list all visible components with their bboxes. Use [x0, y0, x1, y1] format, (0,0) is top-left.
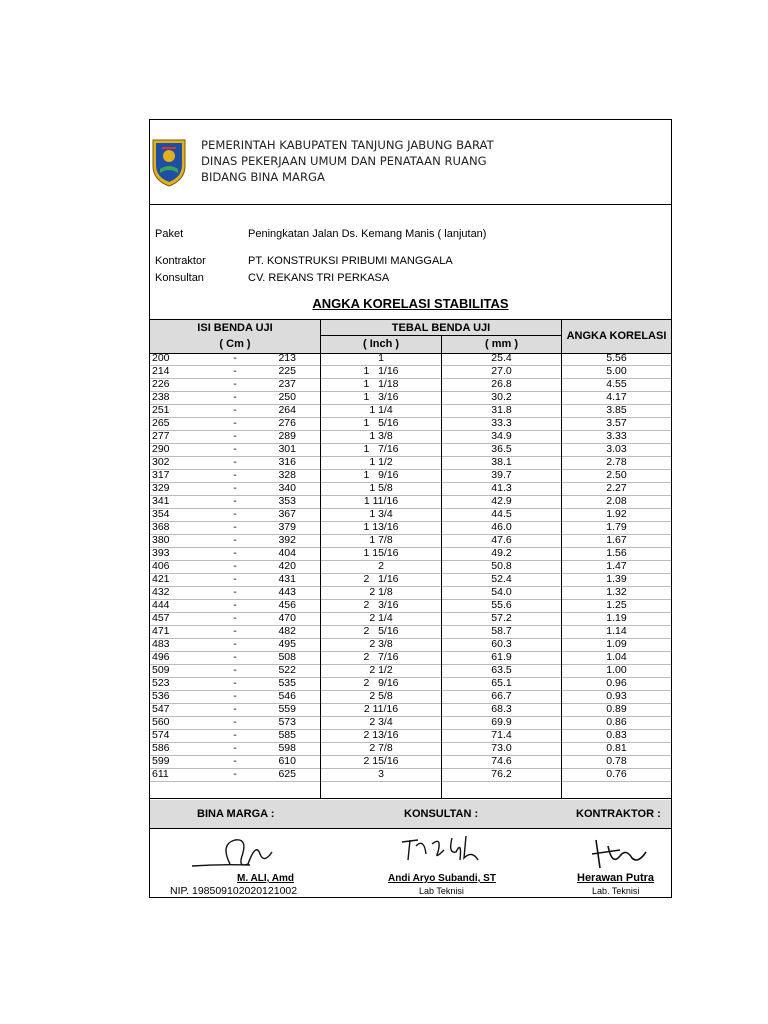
- cell-isi-from: 496: [152, 651, 170, 663]
- cell-isi-to: 522: [278, 664, 296, 676]
- paket-label: Paket: [155, 228, 184, 240]
- cell-tebal-mm: 60.3: [491, 638, 512, 650]
- cell-tebal-inch: 2 13/16: [363, 729, 399, 741]
- cell-tebal-inch: 2 7/16: [363, 651, 399, 663]
- cell-angka-korelasi: 3.03: [606, 443, 627, 455]
- cell-isi-from: 574: [152, 729, 170, 741]
- cell-tebal-mm: 34.9: [491, 430, 512, 442]
- cell-tebal-inch: 1 5/8: [369, 482, 393, 494]
- cell-tebal-mm: 71.4: [491, 729, 512, 741]
- cell-tebal-inch: 2 3/16: [363, 599, 399, 611]
- cell-isi-to: 508: [278, 651, 296, 663]
- cell-tebal-inch: 1 13/16: [363, 521, 399, 533]
- cell-tebal-inch: 1 9/16: [363, 469, 399, 481]
- cell-isi-from: 341: [152, 495, 170, 507]
- cell-tebal-mm: 68.3: [491, 703, 512, 715]
- cell-isi-dash: -: [233, 352, 237, 364]
- cell-isi-from: 265: [152, 417, 170, 429]
- cell-angka-korelasi: 1.47: [606, 560, 627, 572]
- cell-isi-from: 302: [152, 456, 170, 468]
- cell-isi-from: 509: [152, 664, 170, 676]
- cell-angka-korelasi: 1.00: [606, 664, 627, 676]
- cell-tebal-inch: 1 1/18: [363, 378, 399, 390]
- cell-isi-dash: -: [233, 456, 237, 468]
- cell-isi-dash: -: [233, 625, 237, 637]
- cell-isi-from: 251: [152, 404, 170, 416]
- cell-tebal-mm: 69.9: [491, 716, 512, 728]
- cell-isi-to: 456: [278, 599, 296, 611]
- cell-isi-from: 290: [152, 443, 170, 455]
- cell-isi-dash: -: [233, 638, 237, 650]
- bina-marga-nip: NIP. 198509102020121002: [170, 885, 298, 897]
- cell-tebal-mm: 27.0: [491, 365, 512, 377]
- cell-isi-from: 406: [152, 560, 170, 572]
- cell-isi-to: 301: [278, 443, 296, 455]
- cell-angka-korelasi: 5.00: [606, 365, 627, 377]
- cell-tebal-mm: 46.0: [491, 521, 512, 533]
- cell-isi-dash: -: [233, 716, 237, 728]
- cell-isi-dash: -: [233, 677, 237, 689]
- cell-isi-from: 483: [152, 638, 170, 650]
- cell-angka-korelasi: 4.55: [606, 378, 627, 390]
- cell-angka-korelasi: 1.92: [606, 508, 627, 520]
- konsultan-sign-label: KONSULTAN :: [404, 808, 479, 820]
- col-mm-unit: ( mm ): [485, 338, 518, 350]
- col-isi-unit: ( Cm ): [219, 338, 251, 350]
- cell-tebal-mm: 58.7: [491, 625, 512, 637]
- header-top-rule: [150, 319, 671, 320]
- col-inch-unit: ( Inch ): [362, 338, 400, 350]
- cell-tebal-mm: 39.7: [491, 469, 512, 481]
- cell-isi-dash: -: [233, 768, 237, 780]
- konsultan-label: Konsultan: [155, 272, 204, 284]
- cell-angka-korelasi: 0.76: [606, 768, 627, 780]
- cell-tebal-inch: 1: [378, 352, 384, 364]
- cell-isi-dash: -: [233, 703, 237, 715]
- cell-isi-dash: -: [233, 612, 237, 624]
- cell-isi-to: 546: [278, 690, 296, 702]
- cell-angka-korelasi: 0.78: [606, 755, 627, 767]
- cell-isi-dash: -: [233, 586, 237, 598]
- kontraktor-signer-name: Herawan Putra: [577, 872, 655, 884]
- cell-angka-korelasi: 4.17: [606, 391, 627, 403]
- cell-angka-korelasi: 3.85: [606, 404, 627, 416]
- cell-isi-dash: -: [233, 495, 237, 507]
- cell-isi-dash: -: [233, 417, 237, 429]
- cell-angka-korelasi: 0.96: [606, 677, 627, 689]
- cell-tebal-inch: 1 1/4: [369, 404, 393, 416]
- cell-tebal-inch: 1 7/16: [363, 443, 399, 455]
- kontraktor-signature-icon: [590, 836, 650, 872]
- cell-isi-from: 599: [152, 755, 170, 767]
- cell-tebal-mm: 61.9: [491, 651, 512, 663]
- col-angka-header: ANGKA KORELASI: [566, 330, 667, 342]
- cell-tebal-inch: 2 5/16: [363, 625, 399, 637]
- signature-section: [150, 800, 671, 897]
- cell-tebal-inch: 2 1/16: [363, 573, 399, 585]
- cell-isi-to: 340: [278, 482, 296, 494]
- cell-tebal-mm: 30.2: [491, 391, 512, 403]
- cell-isi-to: 535: [278, 677, 296, 689]
- cell-tebal-inch: 2 1/2: [369, 664, 393, 676]
- cell-isi-to: 495: [278, 638, 296, 650]
- cell-isi-to: 316: [278, 456, 296, 468]
- cell-isi-dash: -: [233, 534, 237, 546]
- cell-tebal-mm: 63.5: [491, 664, 512, 676]
- cell-isi-to: 264: [278, 404, 296, 416]
- cell-angka-korelasi: 2.50: [606, 469, 627, 481]
- cell-angka-korelasi: 1.04: [606, 651, 627, 663]
- cell-tebal-mm: 55.6: [491, 599, 512, 611]
- cell-isi-from: 421: [152, 573, 170, 585]
- cell-tebal-inch: 2 3/8: [369, 638, 393, 650]
- cell-isi-dash: -: [233, 599, 237, 611]
- cell-isi-from: 471: [152, 625, 170, 637]
- cell-tebal-inch: 2 1/8: [369, 586, 393, 598]
- stability-correlation-sheet: [149, 119, 672, 898]
- cell-isi-from: 214: [152, 365, 170, 377]
- cell-tebal-mm: 42.9: [491, 495, 512, 507]
- cell-tebal-inch: 2 9/16: [363, 677, 399, 689]
- konsultan-signature-icon: [398, 830, 488, 870]
- cell-angka-korelasi: 5.56: [606, 352, 627, 364]
- cell-isi-from: 317: [152, 469, 170, 481]
- bina-marga-signer-name: M. ALI, Amd: [237, 873, 295, 884]
- cell-angka-korelasi: 1.09: [606, 638, 627, 650]
- cell-angka-korelasi: 0.86: [606, 716, 627, 728]
- cell-isi-dash: -: [233, 664, 237, 676]
- regency-emblem-icon: [150, 136, 188, 188]
- cell-tebal-mm: 65.1: [491, 677, 512, 689]
- konsultan-signer-role: Lab Teknisi: [419, 886, 464, 896]
- cell-isi-to: 379: [278, 521, 296, 533]
- cell-angka-korelasi: 1.79: [606, 521, 627, 533]
- cell-isi-from: 560: [152, 716, 170, 728]
- cell-angka-korelasi: 1.14: [606, 625, 627, 637]
- cell-isi-dash: -: [233, 508, 237, 520]
- cell-tebal-inch: 3: [378, 768, 384, 780]
- kontraktor-sign-label: KONTRAKTOR :: [576, 808, 661, 820]
- cell-isi-dash: -: [233, 521, 237, 533]
- cell-angka-korelasi: 1.67: [606, 534, 627, 546]
- cell-angka-korelasi: 0.81: [606, 742, 627, 754]
- cell-tebal-inch: 1 3/4: [369, 508, 393, 520]
- cell-tebal-mm: 66.7: [491, 690, 512, 702]
- cell-isi-dash: -: [233, 469, 237, 481]
- cell-tebal-mm: 44.5: [491, 508, 512, 520]
- cell-angka-korelasi: 1.32: [606, 586, 627, 598]
- cell-angka-korelasi: 1.56: [606, 547, 627, 559]
- cell-angka-korelasi: 2.08: [606, 495, 627, 507]
- cell-isi-from: 354: [152, 508, 170, 520]
- col-divider-3: [561, 319, 562, 799]
- cell-angka-korelasi: 1.19: [606, 612, 627, 624]
- cell-tebal-mm: 76.2: [491, 768, 512, 780]
- bina-marga-signature-icon: [190, 834, 280, 874]
- cell-isi-to: 573: [278, 716, 296, 728]
- konsultan-signer-name: Andi Aryo Subandi, ST: [388, 873, 496, 884]
- cell-tebal-mm: 41.3: [491, 482, 512, 494]
- cell-isi-dash: -: [233, 547, 237, 559]
- cell-isi-to: 404: [278, 547, 296, 559]
- cell-isi-dash: -: [233, 443, 237, 455]
- cell-angka-korelasi: 0.93: [606, 690, 627, 702]
- cell-tebal-inch: 1 5/16: [363, 417, 399, 429]
- org-line-1: PEMERINTAH KABUPATEN TANJUNG JABUNG BARAT: [201, 138, 494, 152]
- cell-tebal-mm: 57.2: [491, 612, 512, 624]
- letterhead: [150, 120, 671, 205]
- cell-isi-to: 598: [278, 742, 296, 754]
- kontraktor-value: PT. KONSTRUKSI PRIBUMI MANGGALA: [248, 255, 453, 267]
- cell-tebal-inch: 2 7/8: [369, 742, 393, 754]
- cell-isi-to: 482: [278, 625, 296, 637]
- paket-value: Peningkatan Jalan Ds. Kemang Manis ( lanjutan): [248, 228, 487, 240]
- cell-tebal-mm: 38.1: [491, 456, 512, 468]
- cell-isi-to: 625: [278, 768, 296, 780]
- cell-tebal-inch: 1 15/16: [363, 547, 399, 559]
- cell-isi-to: 443: [278, 586, 296, 598]
- cell-tebal-inch: 2 3/4: [369, 716, 393, 728]
- cell-isi-to: 250: [278, 391, 296, 403]
- cell-isi-to: 213: [278, 352, 296, 364]
- cell-isi-dash: -: [233, 365, 237, 377]
- cell-isi-dash: -: [233, 742, 237, 754]
- cell-isi-to: 289: [278, 430, 296, 442]
- cell-isi-dash: -: [233, 651, 237, 663]
- kontraktor-label: Kontraktor: [155, 255, 206, 267]
- cell-isi-dash: -: [233, 404, 237, 416]
- cell-tebal-inch: 1 1/2: [369, 456, 393, 468]
- table-bottom-rule: [150, 798, 671, 799]
- cell-tebal-mm: 36.5: [491, 443, 512, 455]
- organization-name: [201, 137, 494, 185]
- cell-tebal-inch: 2 11/16: [363, 703, 399, 715]
- cell-isi-to: 353: [278, 495, 296, 507]
- cell-tebal-mm: 74.6: [491, 755, 512, 767]
- cell-isi-from: 611: [152, 768, 169, 780]
- cell-tebal-inch: 2 15/16: [363, 755, 399, 767]
- cell-isi-to: 225: [278, 365, 296, 377]
- cell-isi-from: 457: [152, 612, 170, 624]
- cell-tebal-mm: 25.4: [491, 352, 512, 364]
- org-line-2: DINAS PEKERJAAN UMUM DAN PENATAAN RUANG: [201, 154, 487, 168]
- cell-angka-korelasi: 2.27: [606, 482, 627, 494]
- kontraktor-signer-role: Lab. Teknisi: [592, 886, 640, 896]
- cell-tebal-mm: 54.0: [491, 586, 512, 598]
- cell-angka-korelasi: 0.89: [606, 703, 627, 715]
- cell-tebal-inch: 2: [378, 560, 384, 572]
- cell-tebal-inch: 2 5/8: [369, 690, 393, 702]
- cell-isi-dash: -: [233, 729, 237, 741]
- cell-isi-to: 328: [278, 469, 296, 481]
- cell-isi-from: 277: [152, 430, 170, 442]
- row-gridline: [150, 781, 671, 782]
- cell-isi-from: 432: [152, 586, 170, 598]
- cell-tebal-mm: 31.8: [491, 404, 512, 416]
- cell-isi-to: 610: [278, 755, 296, 767]
- cell-tebal-inch: 2 1/4: [369, 612, 393, 624]
- cell-tebal-mm: 50.8: [491, 560, 512, 572]
- cell-isi-to: 276: [278, 417, 296, 429]
- cell-isi-to: 367: [278, 508, 296, 520]
- cell-isi-dash: -: [233, 560, 237, 572]
- cell-angka-korelasi: 3.33: [606, 430, 627, 442]
- cell-angka-korelasi: 1.25: [606, 599, 627, 611]
- cell-tebal-inch: 1 1/16: [363, 365, 399, 377]
- cell-tebal-inch: 1 11/16: [363, 495, 399, 507]
- cell-isi-from: 329: [152, 482, 170, 494]
- cell-angka-korelasi: 2.78: [606, 456, 627, 468]
- cell-isi-from: 444: [152, 599, 170, 611]
- org-line-3: BIDANG BINA MARGA: [201, 170, 325, 184]
- cell-isi-from: 380: [152, 534, 170, 546]
- konsultan-value: CV. REKANS TRI PERKASA: [248, 272, 390, 284]
- cell-isi-from: 523: [152, 677, 170, 689]
- cell-isi-from: 547: [152, 703, 170, 715]
- cell-isi-dash: -: [233, 755, 237, 767]
- cell-tebal-mm: 47.6: [491, 534, 512, 546]
- cell-isi-from: 226: [152, 378, 170, 390]
- cell-isi-dash: -: [233, 430, 237, 442]
- cell-tebal-mm: 73.0: [491, 742, 512, 754]
- cell-isi-from: 536: [152, 690, 170, 702]
- cell-isi-dash: -: [233, 378, 237, 390]
- cell-tebal-mm: 26.8: [491, 378, 512, 390]
- cell-tebal-mm: 49.2: [491, 547, 512, 559]
- cell-tebal-inch: 1 3/8: [369, 430, 393, 442]
- document-title-text: ANGKA KORELASI STABILITAS: [312, 296, 509, 311]
- cell-isi-dash: -: [233, 391, 237, 403]
- col-divider-2: [441, 336, 442, 799]
- cell-isi-to: 470: [278, 612, 296, 624]
- cell-isi-dash: -: [233, 690, 237, 702]
- col-isi-header: ISI BENDA UJI: [197, 322, 273, 334]
- cell-isi-to: 585: [278, 729, 296, 741]
- bina-marga-label: BINA MARGA :: [197, 808, 275, 820]
- cell-angka-korelasi: 3.57: [606, 417, 627, 429]
- cell-isi-dash: -: [233, 482, 237, 494]
- cell-angka-korelasi: 1.39: [606, 573, 627, 585]
- cell-isi-to: 237: [278, 378, 296, 390]
- cell-isi-from: 368: [152, 521, 170, 533]
- cell-tebal-mm: 52.4: [491, 573, 512, 585]
- cell-tebal-inch: 1 3/16: [363, 391, 399, 403]
- cell-isi-to: 559: [278, 703, 296, 715]
- cell-isi-from: 586: [152, 742, 170, 754]
- col-divider-1: [320, 319, 321, 799]
- cell-angka-korelasi: 0.83: [606, 729, 627, 741]
- cell-isi-to: 420: [278, 560, 296, 572]
- cell-isi-from: 238: [152, 391, 170, 403]
- cell-isi-to: 392: [278, 534, 296, 546]
- cell-tebal-mm: 33.3: [491, 417, 512, 429]
- cell-isi-from: 393: [152, 547, 170, 559]
- cell-isi-dash: -: [233, 573, 237, 585]
- col-tebal-header: TEBAL BENDA UJI: [391, 322, 491, 334]
- document-title: [150, 296, 671, 311]
- cell-isi-to: 431: [278, 573, 296, 585]
- cell-tebal-inch: 1 7/8: [369, 534, 393, 546]
- cell-isi-from: 200: [152, 352, 170, 364]
